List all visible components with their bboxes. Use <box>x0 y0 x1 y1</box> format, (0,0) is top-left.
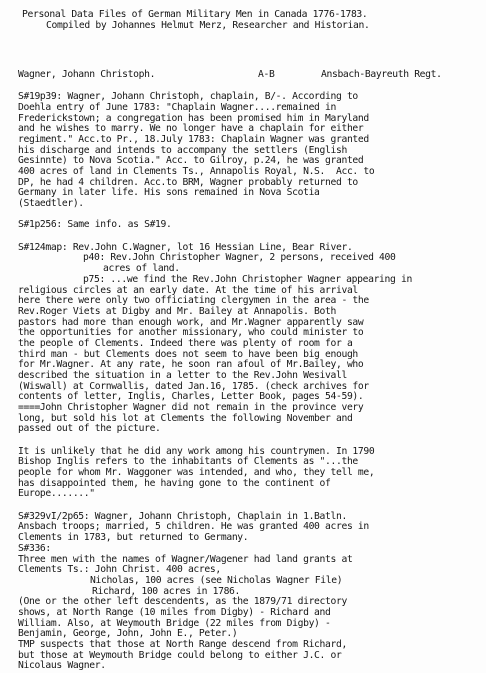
entry-line: (One or the other left descendents, as the 1879/71 directory <box>18 596 347 607</box>
entry-line: described the situation in a letter to the Rev.John Wesivall <box>18 370 347 381</box>
document-title: Personal Data Files of German Military Men in Canada 1776-1783. <box>22 9 368 20</box>
entry-line: DP, he had 4 children. Acc.to BRM, Wagner probably returned to <box>18 177 358 188</box>
entry-line: p40: Rev.John Christopher Wagner, 2 persons, received 400 <box>83 252 396 263</box>
entry-line: here there were only two officiating clergymen in the area - the <box>18 295 369 306</box>
entry-line: 400 acres of land in Clements Ts., Annapolis Royal, N.S. Acc. to <box>18 166 375 177</box>
entry-line: and he wishes to marry. We no longer have a chaplain for either <box>18 123 364 134</box>
subject-regiment: Ansbach-Bayreuth Regt. <box>321 69 442 80</box>
entry-line: (Wiswall) at Cornwallis, dated Jan.16, 1785. (check archives for <box>18 381 369 392</box>
entry-line: long, but sold his lot at Clements the following November and <box>18 413 353 424</box>
entry-line: S#329vI/2p65: Wagner, Johann Christoph, Chaplain in 1.Batln. <box>18 511 347 522</box>
entry-line: Benjamin, George, John, John E., Peter.) <box>18 628 238 639</box>
entry-line: Doehla entry of June 1783: "Chaplain Wagner....remained in <box>18 102 336 113</box>
entry-line: has disappointed them, he having gone to the continent of <box>18 478 331 489</box>
entry-line: his discharge and intends to accompany the settlers (English <box>18 145 347 156</box>
entry-line: Nicholas, 100 acres (see Nicholas Wagner File) <box>90 575 343 586</box>
entry-line: but those at Weymouth Bridge could belong to either J.C. or <box>18 650 342 661</box>
entry-line: Frederickstown; a congregation has been promised him in Maryland <box>18 113 369 124</box>
subject-code: A-B <box>258 69 275 80</box>
entry-line: Bishop Inglis refers to the inhabitants of Clements as "...the <box>18 456 358 467</box>
entry-line: Germany in later life. His sons remained in Nova Scotia <box>18 187 320 198</box>
entry-line: passed out of the picture. <box>18 423 161 434</box>
entry-line: p75: ...we find the Rev.John Christopher Wagner appearing in <box>83 274 412 285</box>
entry-line: William. Also, at Weymouth Bridge (22 miles from Digby) - <box>18 618 331 629</box>
entry-line: Ansbach troops; married, 5 children. He was granted 400 acres in <box>18 521 369 532</box>
entry-line: contents of letter, Inglis, Charles, Letter Book, pages 54-59). <box>18 391 364 402</box>
entry-line: (Staedtler). <box>18 198 84 209</box>
subject-name: Wagner, Johann Christoph. <box>18 69 156 80</box>
entry-line: shows, at North Range (10 miles from Digby) - Richard and <box>18 607 331 618</box>
entry-line: Rev.Roger Viets at Digby and Mr. Bailey at Annapolis. Both <box>18 306 336 317</box>
entry-line: Clements Ts.: John Christ. 400 acres, <box>18 564 221 575</box>
entry-line: the people of Clements. Indeed there was plenty of room for a <box>18 338 353 349</box>
entry-line: religious circles at an early date. At the time of his arrival <box>18 285 358 296</box>
entry-line: pastors had more than enough work, and Mr.Wagner apparently saw <box>18 317 364 328</box>
entry-line: TMP suspects that those at North Range descend from Richard, <box>18 639 347 650</box>
entry-line: acres of land. <box>103 263 180 274</box>
entry-line: for Mr.Wagner. At any rate, he soon ran afoul of Mr.Bailey, who <box>18 359 364 370</box>
entry-line: It is unlikely that he did any work among his countrymen. In 1790 <box>18 446 375 457</box>
entry-line: Nicolaus Wagner. <box>18 660 106 671</box>
entry-line: Clements in 1783, but returned to Germany. <box>18 532 249 543</box>
entry-line: the opportunities for another missionary, who could minister to <box>18 327 364 338</box>
entry-line: Europe......." <box>18 488 95 499</box>
entry-line: S#124map: Rev.John C.Wagner, lot 16 Hessian Line, Bear River. <box>18 242 353 253</box>
entry-line: regiment." Acc.to Pr., 18.July 1783: Chaplain Wagner was granted <box>18 134 369 145</box>
entry-line: S#336: <box>18 543 51 554</box>
entry-line: S#1p256: Same info. as S#19. <box>18 219 172 230</box>
compiler-line: Compiled by Johannes Helmut Merz, Researcher and Historian. <box>46 20 370 31</box>
entry-line: ====John Christopher Wagner did not remain in the province very <box>18 402 364 413</box>
entry-line: third man - but Clements does not seem to have been big enough <box>18 349 358 360</box>
entry-line: people for whom Mr. Waggoner was intended, and who, they tell me, <box>18 467 375 478</box>
entry-line: S#19p39: Wagner, Johann Christoph, chaplain, B/-. According to <box>18 91 358 102</box>
entry-line: Three men with the names of Wagner/Wagener had land grants at <box>18 554 353 565</box>
entry-line: Richard, 100 acres in 1786. <box>92 586 241 597</box>
entry-line: Gesinnte) to Nova Scotia." Acc. to Gilroy, p.24, he was granted <box>18 155 364 166</box>
